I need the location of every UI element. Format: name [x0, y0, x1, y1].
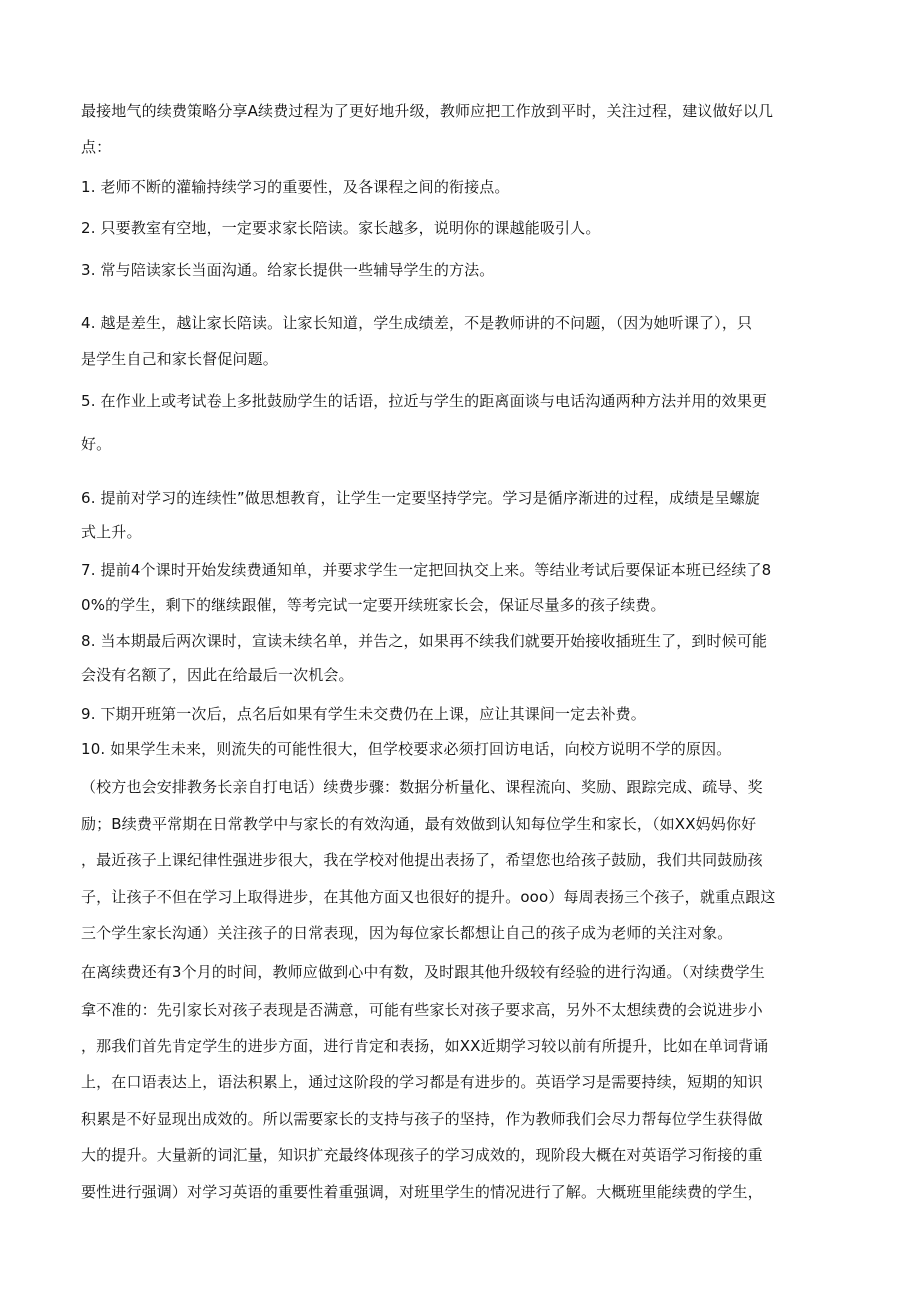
text-line-4: 2. 只要教室有空地，一定要求家长陪读。家长越多，说明你的课越能吸引人。	[81, 219, 601, 237]
text-line-12: 7. 提前4个课时开始发续费通知单，并要求学生一定把回执交上来。等结业考试后要保证本班已经续了8	[81, 561, 772, 579]
text-line-28: 大的提升。大量新的词汇量，知识扩充最终体现孩子的学习成效的，现阶段大概在对英语学习衔接的重	[81, 1146, 763, 1164]
text-line-23: 在离续费还有3个月的时间，教师应做到心中有数，及时跟其他升级较有经验的进行沟通。（对续费学生	[81, 963, 765, 981]
text-line-25: ，那我们首先肯定学生的进步方面，进行肯定和表扬，如XX近期学习较以前有所提升，比如在单词背诵	[81, 1037, 769, 1055]
text-line-15: 会没有名额了，因此在给最后一次机会。	[81, 666, 354, 684]
text-line-11: 式上升。	[81, 523, 142, 541]
text-line-9: 好。	[81, 435, 112, 453]
text-line-24: 拿不准的：先引家长对孩子表现是否满意，可能有些家长对孩子要求高，另外不太想续费的会说进步小	[81, 1001, 763, 1019]
text-line-8: 5. 在作业上或考试卷上多批鼓励学生的话语，拉近与学生的距离面谈与电话沟通两种方法并用的效果更	[81, 392, 768, 410]
text-line-27: 积累是不好显现出成效的。所以需要家长的支持与孩子的坚持，作为教师我们会尽力帮每位学生获得做	[81, 1110, 763, 1128]
text-line-29: 要性进行强调）对学习英语的重要性着重强调，对班里学生的情况进行了解。大概班里能续费的学生，	[81, 1183, 763, 1201]
text-line-7: 是学生自己和家长督促问题。	[81, 350, 278, 368]
text-line-26: 上，在口语表达上，语法积累上，通过这阶段的学习都是有进步的。英语学习是需要持续，短期的知识	[81, 1073, 763, 1091]
text-line-2: 点：	[81, 138, 112, 156]
text-line-1: 最接地气的续费策略分享A续费过程为了更好地升级，教师应把工作放到平时，关注过程，建议做好以几	[81, 102, 774, 120]
text-line-14: 8. 当本期最后两次课时，宣读未续名单，并告之，如果再不续我们就要开始接收插班生了，到时候可能	[81, 632, 768, 650]
text-line-17: 10. 如果学生未来，则流失的可能性很大，但学校要求必须打回访电话，向校方说明不学的原因。	[81, 740, 732, 758]
text-line-16: 9. 下期开班第一次后，点名后如果有学生未交费仍在上课，应让其课间一定去补费。	[81, 705, 646, 723]
text-line-18: （校方也会安排教务长亲自打电话）续费步骤：数据分析量化、课程流向、奖励、跟踪完成、疏导、奖	[81, 778, 763, 796]
text-line-19: 励；B续费平常期在日常教学中与家长的有效沟通，最有效做到认知每位学生和家长，（如XX妈妈你好	[81, 815, 757, 833]
text-line-6: 4. 越是差生，越让家长陪读。让家长知道，学生成绩差，不是教师讲的不问题，（因为她听课了），只	[81, 314, 753, 332]
text-line-22: 三个学生家长沟通）关注孩子的日常表现，因为每位家长都想让自己的孩子成为老师的关注对象。	[81, 924, 733, 942]
text-line-20: ，最近孩子上课纪律性强进步很大，我在学校对他提出表扬了，希望您也给孩子鼓励，我们共同鼓励孩	[81, 851, 763, 869]
text-line-21: 子，让孩子不但在学习上取得进步，在其他方面又也很好的提升。ooo）每周表扬三个孩子，就重点跟这	[81, 888, 776, 906]
text-line-3: 1. 老师不断的灌输持续学习的重要性，及各课程之间的衔接点。	[81, 178, 510, 196]
text-line-5: 3. 常与陪读家长当面沟通。给家长提供一些辅导学生的方法。	[81, 261, 495, 279]
text-line-13: 0%的学生，剩下的继续跟催，等考完试一定要开续班家长会，保证尽量多的孩子续费。	[81, 596, 666, 614]
text-line-10: 6. 提前对学习的连续性”做思想教育，让学生一定要坚持学完。学习是循序渐进的过程，成绩是呈螺旋	[81, 489, 760, 507]
